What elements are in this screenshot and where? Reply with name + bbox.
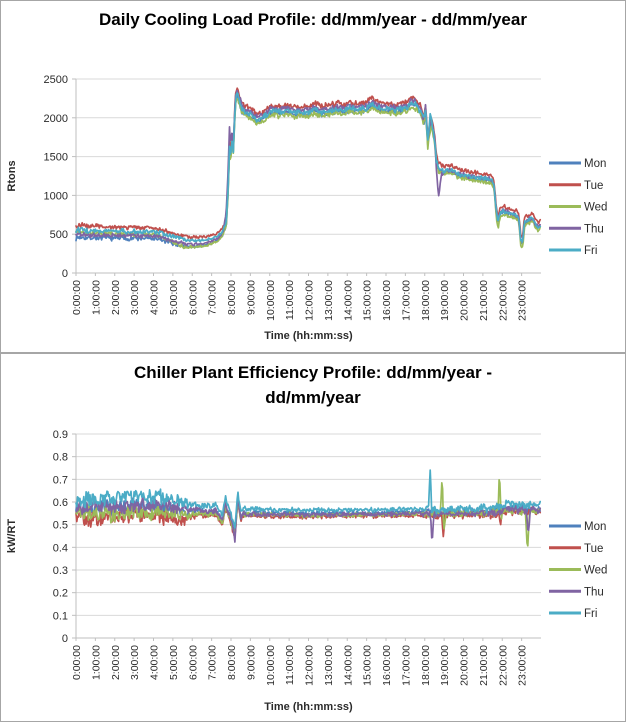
y-tick-label: 0.4 bbox=[52, 542, 68, 555]
legend bbox=[549, 158, 607, 257]
x-tick-label: 17:00:00 bbox=[400, 280, 413, 321]
x-tick-label: 0:00:00 bbox=[71, 280, 83, 316]
y-tick-label: 2000 bbox=[43, 112, 68, 125]
x-tick-label: 13:00:00 bbox=[322, 645, 335, 686]
x-tick-label: 15:00:00 bbox=[361, 280, 374, 321]
gridlines bbox=[76, 434, 541, 615]
x-tick-label: 21:00:00 bbox=[477, 645, 490, 686]
y-tick-label: 0.8 bbox=[52, 451, 68, 464]
x-tick-label: 2:00:00 bbox=[109, 280, 122, 316]
y-tick-label: 1500 bbox=[43, 151, 68, 164]
chiller-efficiency-chart-panel bbox=[0, 353, 626, 722]
x-axis-title: Time (hh:mm:ss) bbox=[264, 330, 353, 342]
legend-label-tue: Tue bbox=[584, 542, 604, 555]
legend-item-tue bbox=[549, 543, 603, 555]
x-tick-label: 8:00:00 bbox=[226, 280, 238, 316]
x-tick-label: 19:00:00 bbox=[439, 645, 452, 686]
cooling-load-chart-panel bbox=[0, 0, 626, 353]
y-tick-label: 2500 bbox=[43, 74, 68, 86]
x-tick-label: 5:00:00 bbox=[167, 280, 180, 316]
x-tick-label: 16:00:00 bbox=[381, 280, 393, 321]
series-line-thu bbox=[76, 496, 540, 542]
legend-label-wed: Wed bbox=[584, 201, 608, 214]
legend-label-mon: Mon bbox=[584, 521, 607, 533]
y-tick-label: 1000 bbox=[43, 190, 68, 203]
x-tick-label: 18:00:00 bbox=[419, 280, 432, 321]
x-tick-label: 18:00:00 bbox=[419, 645, 432, 686]
y-axis bbox=[44, 74, 76, 280]
x-tick-label: 20:00:00 bbox=[458, 645, 471, 686]
x-tick-label: 1:00:00 bbox=[90, 280, 103, 316]
x-tick-label: 16:00:00 bbox=[381, 645, 393, 686]
legend-label-thu: Thu bbox=[584, 586, 604, 599]
legend-item-wed bbox=[549, 202, 607, 214]
x-tick-label: 11:00:00 bbox=[284, 645, 297, 686]
x-tick-label: 12:00:00 bbox=[303, 280, 316, 321]
y-tick-label: 0.6 bbox=[52, 497, 68, 509]
y-tick-label: 0.5 bbox=[52, 519, 68, 532]
legend bbox=[549, 521, 607, 620]
x-tick-label: 9:00:00 bbox=[245, 280, 258, 316]
legend-item-fri bbox=[549, 245, 597, 257]
cooling-load-chart-canvas bbox=[1, 63, 626, 354]
series-lines bbox=[76, 470, 540, 546]
y-tick-label: 0.9 bbox=[52, 429, 68, 441]
legend-item-thu bbox=[549, 586, 604, 598]
legend-item-thu bbox=[549, 223, 604, 235]
y-axis-title: Rtons bbox=[6, 160, 18, 192]
x-tick-label: 6:00:00 bbox=[187, 645, 200, 681]
legend-label-fri: Fri bbox=[584, 245, 598, 257]
y-tick-label: 0.7 bbox=[52, 474, 68, 487]
y-axis-title: kW/RT bbox=[6, 518, 18, 554]
x-tick-label: 2:00:00 bbox=[109, 645, 122, 681]
y-tick-label: 0 bbox=[61, 268, 68, 280]
x-tick-label: 3:00:00 bbox=[129, 645, 142, 681]
y-tick-label: 0.2 bbox=[52, 587, 68, 600]
x-tick-label: 5:00:00 bbox=[167, 645, 180, 681]
x-tick-label: 11:00:00 bbox=[284, 280, 297, 321]
y-tick-label: 0 bbox=[61, 633, 68, 645]
x-tick-label: 22:00:00 bbox=[497, 280, 510, 321]
x-tick-label: 17:00:00 bbox=[400, 645, 413, 686]
x-tick-label: 6:00:00 bbox=[187, 280, 200, 316]
legend-item-mon bbox=[549, 158, 606, 170]
y-axis bbox=[53, 429, 76, 645]
x-tick-label: 20:00:00 bbox=[458, 280, 471, 321]
x-tick-label: 23:00:00 bbox=[516, 645, 529, 686]
x-tick-label: 10:00:00 bbox=[264, 645, 277, 686]
y-tick-label: 0.3 bbox=[52, 565, 68, 577]
legend-item-mon bbox=[549, 521, 606, 533]
x-tick-label: 10:00:00 bbox=[264, 280, 277, 321]
x-tick-label: 4:00:00 bbox=[148, 645, 161, 681]
x-axis-title: Time (hh:mm:ss) bbox=[264, 701, 353, 713]
x-tick-label: 14:00:00 bbox=[342, 280, 355, 321]
y-tick-label: 0.1 bbox=[52, 610, 68, 623]
x-tick-label: 8:00:00 bbox=[226, 645, 238, 681]
x-tick-label: 23:00:00 bbox=[516, 280, 529, 321]
legend-item-tue bbox=[549, 180, 603, 192]
x-tick-label: 9:00:00 bbox=[245, 645, 258, 681]
x-tick-label: 7:00:00 bbox=[206, 645, 219, 681]
x-tick-label: 1:00:00 bbox=[90, 645, 103, 681]
x-tick-label: 22:00:00 bbox=[497, 645, 510, 686]
chiller-efficiency-chart-canvas bbox=[1, 426, 626, 721]
x-tick-label: 3:00:00 bbox=[129, 280, 142, 316]
x-axis bbox=[71, 638, 541, 686]
x-tick-label: 13:00:00 bbox=[322, 280, 335, 321]
x-tick-label: 14:00:00 bbox=[342, 645, 355, 686]
x-tick-label: 21:00:00 bbox=[477, 280, 490, 321]
legend-label-fri: Fri bbox=[584, 608, 598, 620]
legend-label-tue: Tue bbox=[584, 179, 604, 192]
series-lines bbox=[76, 88, 540, 248]
legend-label-thu: Thu bbox=[584, 223, 604, 236]
cooling-load-chart-title: Daily Cooling Load Profile: dd/mm/year - dd/mm/year bbox=[99, 10, 527, 29]
x-tick-label: 7:00:00 bbox=[206, 280, 219, 316]
x-axis bbox=[71, 273, 541, 321]
y-tick-label: 500 bbox=[49, 229, 68, 242]
chiller-efficiency-chart-title: Chiller Plant Efficiency Profile: dd/mm/year - dd/mm/year bbox=[133, 363, 493, 407]
legend-item-fri bbox=[549, 608, 597, 620]
legend-label-mon: Mon bbox=[584, 158, 607, 170]
x-tick-label: 12:00:00 bbox=[303, 645, 316, 686]
x-tick-label: 0:00:00 bbox=[71, 645, 83, 681]
x-tick-label: 4:00:00 bbox=[148, 280, 161, 316]
series-line-fri bbox=[76, 470, 540, 528]
x-tick-label: 15:00:00 bbox=[361, 645, 374, 686]
x-tick-label: 19:00:00 bbox=[439, 280, 452, 321]
legend-label-wed: Wed bbox=[584, 564, 608, 577]
legend-item-wed bbox=[549, 565, 607, 577]
gridlines bbox=[76, 79, 541, 234]
